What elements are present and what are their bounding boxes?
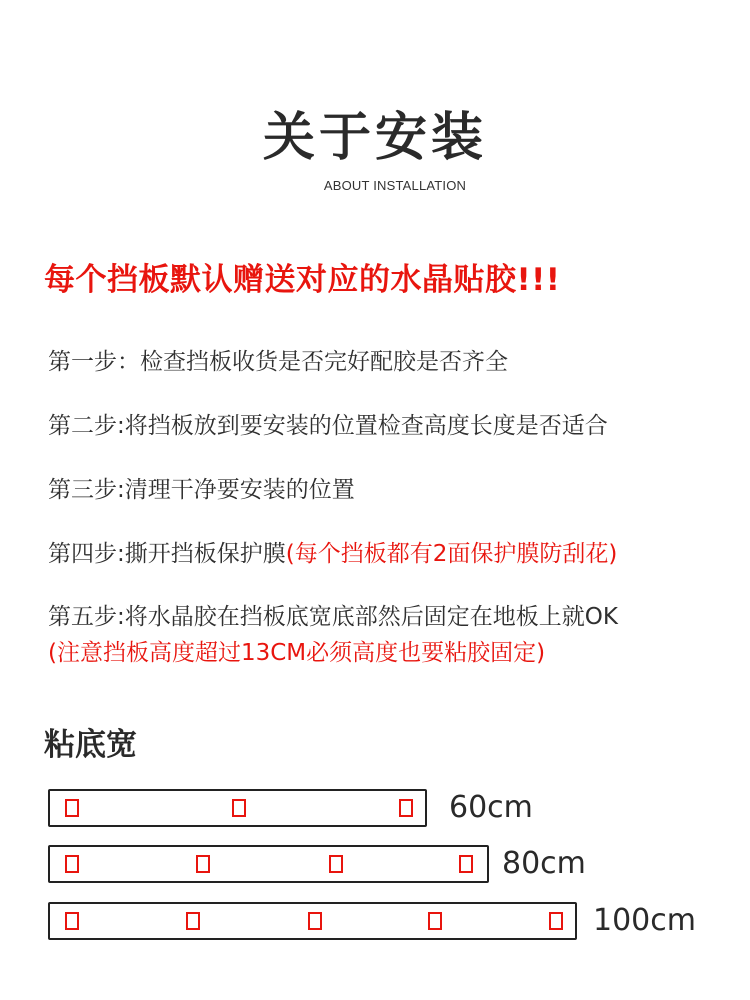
glue-pad <box>428 912 442 930</box>
glue-pad <box>549 912 563 930</box>
glue-pad <box>459 855 473 873</box>
page-title: 关于安装 <box>262 108 487 168</box>
glue-pad <box>65 799 79 817</box>
step-2 <box>48 410 608 442</box>
length-label-80cm: 80cm <box>502 846 586 881</box>
glue-pad <box>399 799 413 817</box>
step-4-text: 第四步:撕开挡板保护膜 <box>48 541 286 567</box>
step-5-note: (注意挡板高度超过13CM必须高度也要粘胶固定) <box>48 640 546 666</box>
length-label-60cm: 60cm <box>449 790 533 825</box>
glue-pad <box>65 855 79 873</box>
step-3 <box>48 474 355 506</box>
glue-pad <box>196 855 210 873</box>
step-1 <box>48 346 508 378</box>
glue-section-title: 粘底宽 <box>44 727 137 763</box>
glue-pad <box>232 799 246 817</box>
step-3-text: 第三步:清理干净要安装的位置 <box>48 477 355 503</box>
page-subtitle: ABOUT INSTALLATION <box>323 178 467 193</box>
glue-pad <box>329 855 343 873</box>
step-1-text: 第一步：检查挡板收货是否完好配胶是否齐全 <box>48 349 508 375</box>
step-2-text: 第二步:将挡板放到要安装的位置检查高度长度是否适合 <box>48 413 608 439</box>
step-4-note: (每个挡板都有2面保护膜防刮花) <box>285 541 618 567</box>
glue-pad <box>308 912 322 930</box>
glue-pad <box>186 912 200 930</box>
length-label-100cm: 100cm <box>593 903 696 938</box>
glue-notice: 每个挡板默认赠送对应的水晶贴胶!!! <box>44 262 561 298</box>
step-4 <box>48 538 617 570</box>
step-5-text: 第五步:将水晶胶在挡板底宽底部然后固定在地板上就OK <box>48 604 618 630</box>
baseboard-80cm <box>48 845 489 883</box>
baseboard-100cm <box>48 902 577 940</box>
glue-pad <box>65 912 79 930</box>
step-5 <box>48 601 618 633</box>
baseboard-60cm <box>48 789 427 827</box>
